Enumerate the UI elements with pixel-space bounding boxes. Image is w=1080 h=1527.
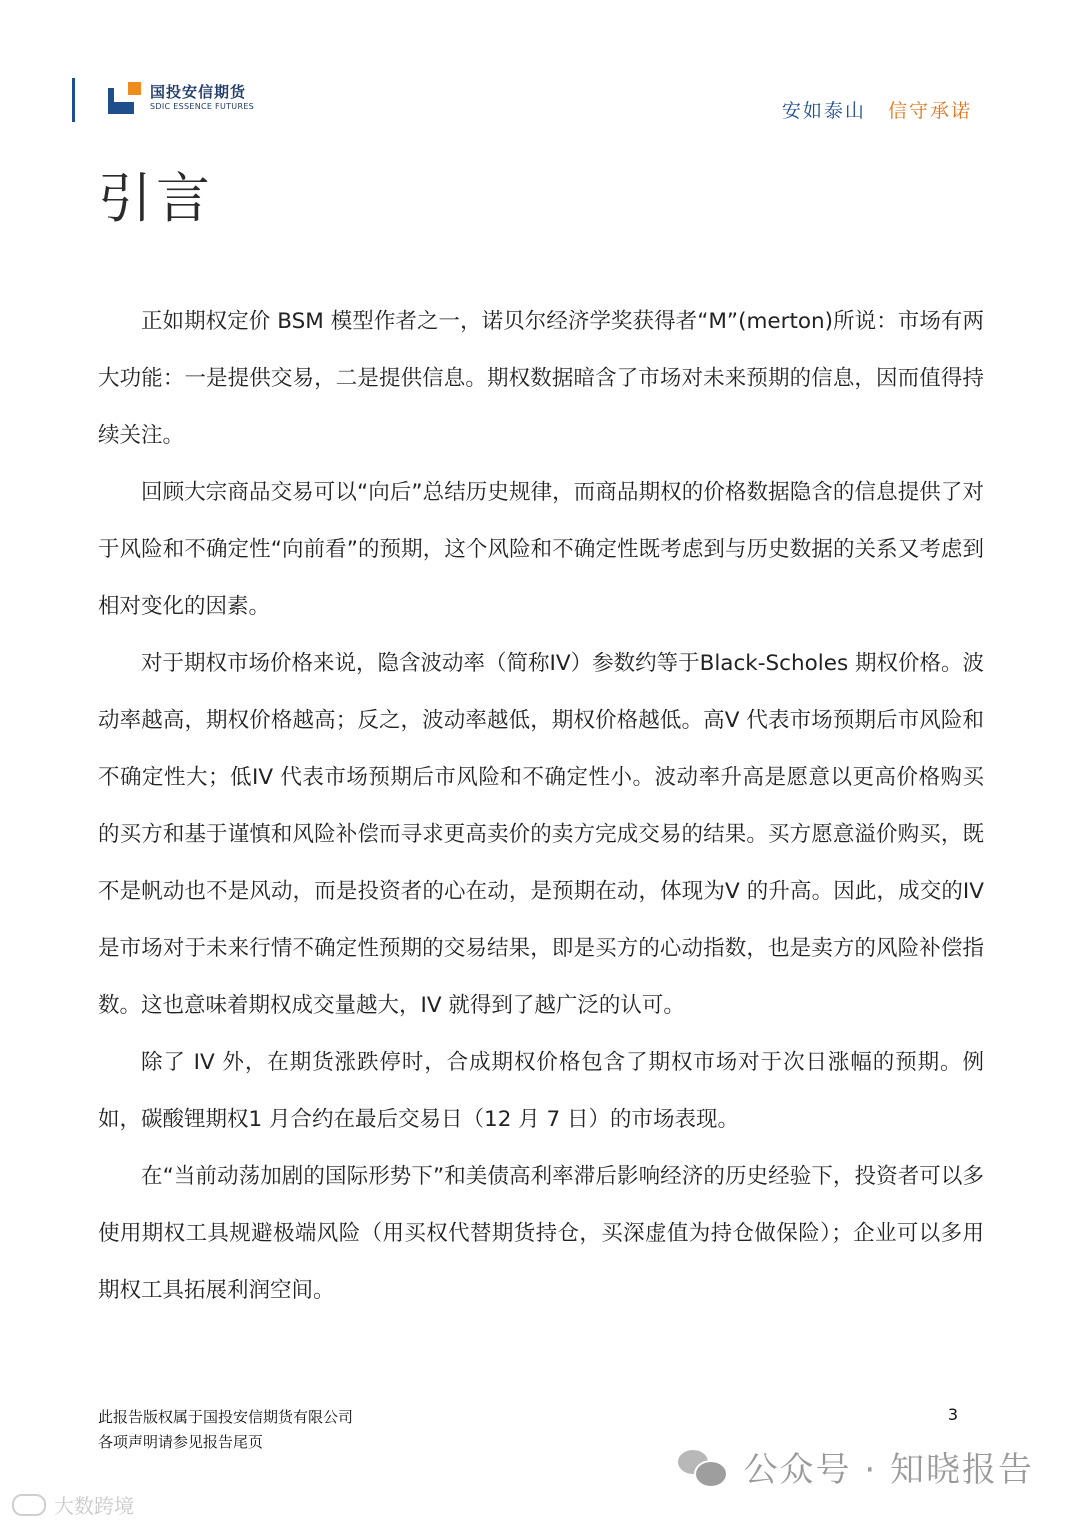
wechat-icon [678,1446,728,1488]
footer-copyright: 此报告版权属于国投安信期货有限公司 [98,1408,354,1426]
page-title: 引言 [98,167,214,230]
footer-disclaimer [98,1405,353,1455]
logo-mark-icon [108,82,142,114]
paragraph-4: 除了 IV 外，在期货涨跌停时，合成期权价格包含了期权市场对于次日涨幅的预期。例如，碳酸锂期权1 月合约在最后交易日（12 月 7 日）的市场表现。 [98,1050,984,1132]
paragraph-5: 在“当前动荡加剧的国际形势下”和美债高利率滞后影响经济的历史经验下，投资者可以多使用期权工具规避极端风险（用买权代替期货持仓，买深虚值为持仓做保险）；企业可以多用期权工具拓展利润空间。 [98,1164,984,1303]
company-logo [108,82,254,114]
header-slogan [782,96,972,123]
corner-watermark [12,1490,134,1519]
footer-notice: 各项声明请参见报告尾页 [98,1433,264,1451]
weibo-icon [12,1494,46,1516]
paragraph-3: 对于期权市场价格来说，隐含波动率（简称IV）参数约等于Black-Scholes 期权价格。波动率越高，期权价格越高；反之，波动率越低，期权价格越低。高V 代表市场预期后市风险和不确定性大；低IV 代表市场预期后市风险和不确定性小。波动率升高是愿意以更高价格购买的买方和基于谨慎和风险补偿而寻求更高卖价的卖方完成交易的结果。买方愿意溢价购买，既不是帆动也不是风动，而是投资者的心在动，是预期在动，体现为V 的升高。因此，成交的IV 是市场对于未来行情不确定性预期的交易结果，即是买方的心动指数，也是卖方的风险补偿指数。这也意味着期权成交量越大，IV 就得到了越广泛的认可。 [98,651,984,1018]
body-text [98,293,984,1319]
paragraph-1: 正如期权定价 BSM 模型作者之一，诺贝尔经济学奖获得者“M”(merton)所说：市场有两大功能：一是提供交易，二是提供信息。期权数据暗含了市场对未来预期的信息，因而值得持续关注。 [98,309,984,448]
paragraph-2: 回顾大宗商品交易可以“向后”总结历史规律，而商品期权的价格数据隐含的信息提供了对于风险和不确定性“向前看”的预期，这个风险和不确定性既考虑到与历史数据的关系又考虑到相对变化的因素。 [98,480,984,619]
slogan-part-2: 信守承诺 [887,100,972,122]
watermark-text: 公众号 · 知晓报告 [743,1450,1034,1490]
page-number: 3 [947,1405,958,1424]
watermark [678,1442,1034,1491]
slogan-part-1: 安如泰山 [781,100,866,122]
corner-watermark-text: 大数跨境 [54,1494,134,1518]
logo-name-en: SDIC ESSENCE FUTURES [150,102,255,111]
header-accent-bar [72,78,75,122]
logo-name-cn: 国投安信期货 [150,83,247,101]
